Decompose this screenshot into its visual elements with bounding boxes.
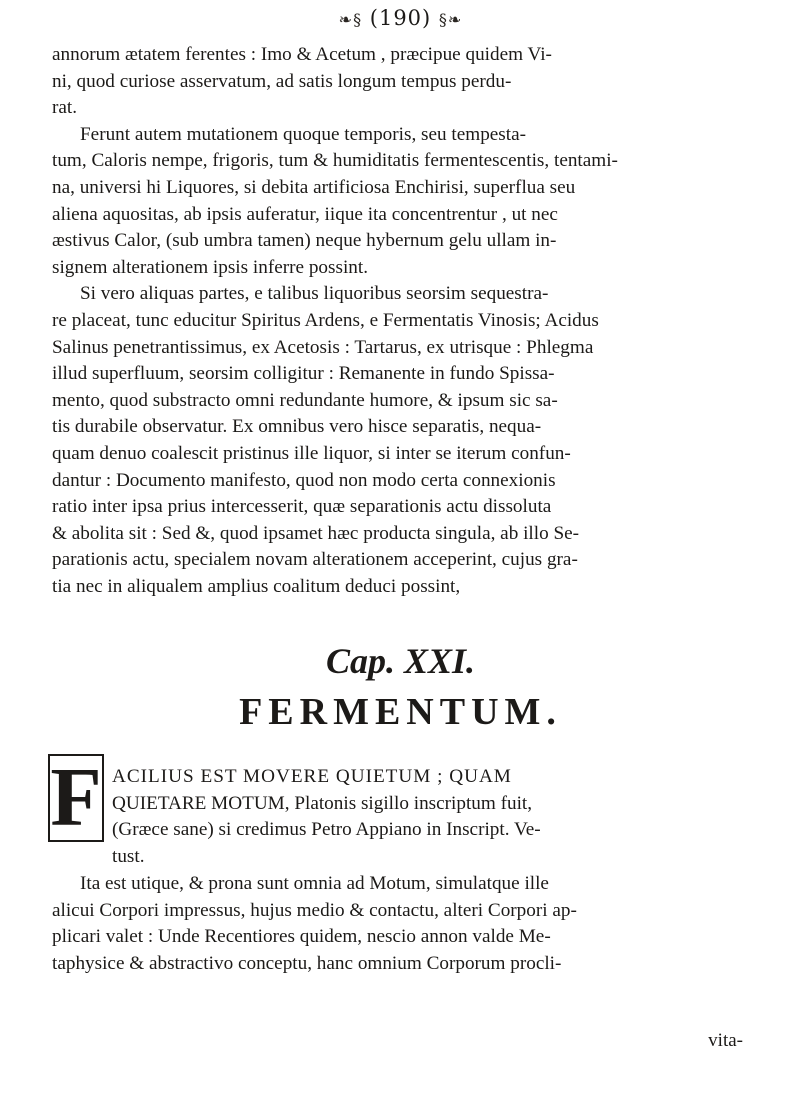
text-line: Ita est utique, & prona sunt omnia ad Motum, simulatque ille (80, 873, 549, 894)
text-line: ratio inter ipsa prius intercesserit, quæ separationis actu dissoluta (52, 496, 552, 518)
text-line: æstivus Calor, (sub umbra tamen) neque hybernum gelu ullam in- (52, 230, 557, 252)
text-line: quam denuo coalescit pristinus ille liquor, si inter se iterum confun- (52, 442, 571, 464)
text-line: alicui Corpori impressus, hujus medio & contactu, alteri Corpori ap- (52, 899, 577, 921)
text-line: re placeat, tunc educitur Spiritus Ardens, e Fermentatis Vinosis; Acidus (52, 309, 599, 331)
chapter-label: Cap. XXI. (325, 641, 476, 681)
text-line: parationis actu, specialem novam alterationem acceperint, cujus gra- (52, 549, 578, 571)
chapter-title: FERMENTUM. (239, 691, 562, 733)
text-line: mento, quod substracto omni redundante humore, & ipsum sic sa- (52, 389, 558, 411)
text-line: Ferunt autem mutationem quoque temporis, seu tempesta- (80, 123, 527, 145)
text-line: (Græce sane) si credimus Petro Appiano in Inscript. Ve- (112, 819, 541, 841)
page-number: (190) (369, 6, 432, 30)
text-line: aliena aquositas, ab ipsis auferatur, iique ita concentrentur , ut nec (52, 203, 558, 225)
ornament-left: ❧§ (338, 10, 363, 29)
text-line: illud superfluum, seorsim colligitur : Remanente in fundo Spissa- (52, 363, 555, 385)
text-line: na, universi hi Liquores, si debita artificiosa Enchirisi, superflua seu (52, 176, 576, 198)
section-body (52, 871, 752, 977)
text-line: taphysice & abstractivo conceptu, hanc omnium Corporum procli- (52, 952, 562, 974)
text-line: tis durabile observatur. Ex omnibus vero hisce separatis, nequa- (52, 416, 542, 438)
body-text (52, 42, 752, 600)
text-line: QUIETARE MOTUM, Platonis sigillo inscriptum fuit, (112, 792, 533, 814)
ornament-right: §❧ (438, 10, 463, 29)
text-line: Si vero aliquas partes, e talibus liquoribus seorsim sequestra- (80, 283, 549, 305)
text-line: signem alterationem ipsis inferre possint. (52, 256, 368, 278)
text-line: tia nec in aliqualem amplius coalitum deduci possint, (52, 575, 461, 597)
text-line: annorum ætatem ferentes : Imo & Acetum , præcipue quidem Vi- (52, 44, 552, 65)
page-header (0, 6, 801, 30)
section-opening (112, 764, 752, 870)
text-line: ni, quod curiose asservatum, ad satis longum tempus perdu- (52, 70, 512, 92)
text-line: tust. (112, 845, 145, 867)
text-line: tum, Caloris nempe, frigoris, tum & humiditatis fermentescentis, tentami- (52, 150, 618, 172)
text-line: plicari valet : Unde Recentiores quidem, nescio annon valde Me- (52, 926, 551, 948)
drop-capital: F (48, 754, 104, 842)
text-line: ACILIUS EST MOVERE QUIETUM ; QUAM (112, 766, 512, 787)
text-line: Salinus penetrantissimus, ex Acetosis : Tartarus, ex utrisque : Phlegma (52, 336, 594, 358)
text-line: dantur : Documento manifesto, quod non modo certa connexionis (52, 469, 556, 491)
catchword: vita- (708, 1030, 743, 1051)
text-line: rat. (52, 97, 78, 119)
text-line: & abolita sit : Sed &, quod ipsamet hæc producta singula, ab illo Se- (52, 522, 580, 544)
